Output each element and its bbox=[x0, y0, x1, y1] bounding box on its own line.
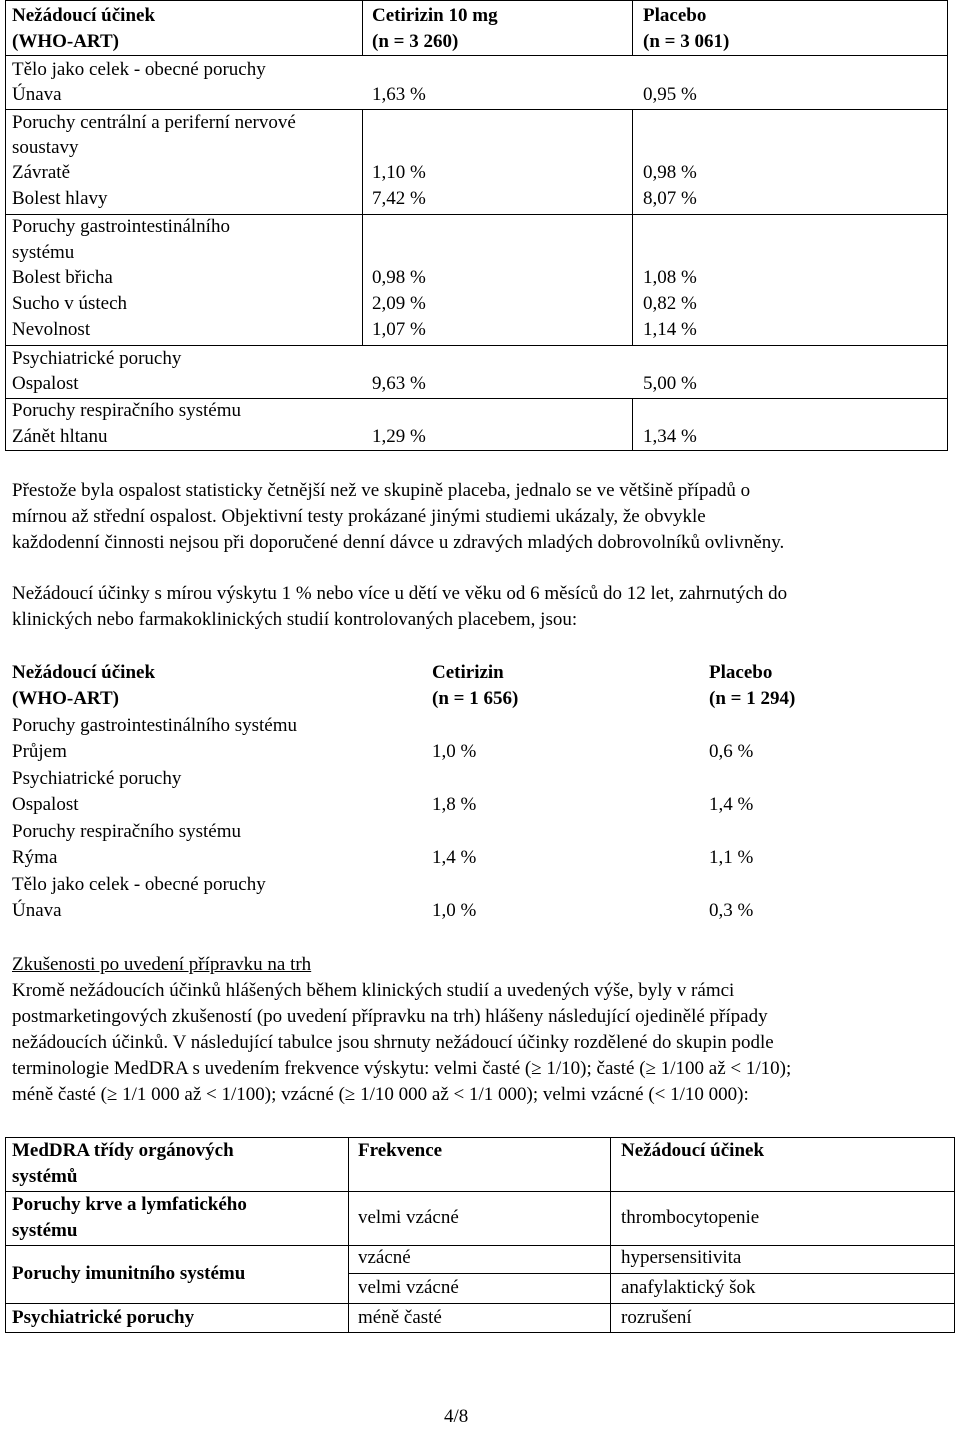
adverse-effect: hypersensitivita bbox=[621, 1247, 742, 1268]
frequency-value: méně časté bbox=[358, 1307, 442, 1328]
system-organ-class: systému bbox=[12, 1220, 78, 1241]
header-frequency: Frekvence bbox=[358, 1140, 443, 1161]
table-border bbox=[362, 214, 363, 345]
frequency-value: velmi vzácné bbox=[358, 1207, 459, 1228]
header-cetirizin-n: (n = 1 656) bbox=[432, 688, 519, 709]
cetirizin-value: 1,0 % bbox=[432, 900, 477, 921]
cetirizin-value: 2,09 % bbox=[372, 293, 426, 314]
placebo-value: 0,3 % bbox=[709, 900, 754, 921]
paragraph-line: Přestože byla ospalost statisticky četnější než ve skupině placeba, jednalo se ve většině případů o bbox=[12, 480, 751, 501]
system-organ-class: Psychiatrické poruchy bbox=[12, 1307, 195, 1328]
table-border bbox=[5, 450, 948, 451]
paragraph-line: Kromě nežádoucích účinků hlášených během klinických studií a uvedených výše, byly v rámci bbox=[12, 980, 735, 1001]
header-effect-sub: (WHO-ART) bbox=[12, 688, 119, 709]
placebo-value: 8,07 % bbox=[643, 188, 697, 209]
adverse-effect: Rýma bbox=[12, 847, 58, 868]
table-border bbox=[348, 1273, 955, 1274]
header-effect-sub: (WHO-ART) bbox=[12, 31, 119, 52]
paragraph-line: terminologie MedDRA s uvedením frekvence výskytu: velmi časté (≥ 1/10); časté (≥ 1/100 až < 1/10); bbox=[12, 1058, 792, 1079]
placebo-value: 1,34 % bbox=[643, 426, 697, 447]
adverse-effect: anafylaktický šok bbox=[621, 1277, 756, 1298]
cetirizin-value: 1,0 % bbox=[432, 741, 477, 762]
table-border bbox=[632, 214, 633, 345]
adverse-effect: Sucho v ústech bbox=[12, 293, 128, 314]
table-border bbox=[947, 0, 948, 451]
table-border bbox=[348, 1137, 349, 1333]
table-border bbox=[632, 109, 633, 214]
table-border bbox=[5, 0, 948, 1]
system-organ-class: Tělo jako celek - obecné poruchy bbox=[12, 59, 266, 80]
paragraph-line: mírnou až střední ospalost. Objektivní testy prokázané jinými studiemi ukázaly, že obvykle bbox=[12, 506, 706, 527]
placebo-value: 0,82 % bbox=[643, 293, 697, 314]
header-effect: Nežádoucí účinek bbox=[12, 5, 156, 26]
table-border bbox=[5, 55, 948, 56]
header-meddra-class: MedDRA třídy orgánových bbox=[12, 1140, 234, 1161]
paragraph-line: méně časté (≥ 1/1 000 až < 1/100); vzácné (≥ 1/10 000 až < 1/1 000); velmi vzácné (< 1/10 000): bbox=[12, 1084, 749, 1105]
adverse-effect: Únava bbox=[12, 84, 62, 105]
adverse-effect: Nevolnost bbox=[12, 319, 91, 340]
adverse-effect: Bolest břicha bbox=[12, 267, 113, 288]
adverse-effect: Ospalost bbox=[12, 794, 79, 815]
header-meddra-class: systémů bbox=[12, 1166, 78, 1187]
system-organ-class: Poruchy centrální a periferní nervové bbox=[12, 112, 296, 133]
paragraph-line: nežádoucích účinků. V následující tabulce jsou shrnuty nežádoucí účinky rozdělené do skupin podle bbox=[12, 1032, 774, 1053]
system-organ-class: Psychiatrické poruchy bbox=[12, 768, 182, 789]
system-organ-class: Poruchy gastrointestinálního systému bbox=[12, 715, 297, 736]
section-heading: Zkušenosti po uvedení přípravku na trh bbox=[12, 954, 312, 975]
header-cetirizin: Cetirizin bbox=[432, 662, 504, 683]
header-placebo: Placebo bbox=[643, 5, 707, 26]
table-border bbox=[610, 1137, 611, 1333]
cetirizin-value: 1,63 % bbox=[372, 84, 426, 105]
adverse-effect: Zánět hltanu bbox=[12, 426, 108, 447]
adverse-effect: rozrušení bbox=[621, 1307, 692, 1328]
table-border bbox=[5, 1303, 955, 1304]
placebo-value: 0,6 % bbox=[709, 741, 754, 762]
cetirizin-value: 1,10 % bbox=[372, 162, 426, 183]
header-adverse-effect: Nežádoucí účinek bbox=[621, 1140, 765, 1161]
cetirizin-value: 1,8 % bbox=[432, 794, 477, 815]
table-border bbox=[362, 109, 363, 214]
adverse-effect: Bolest hlavy bbox=[12, 188, 108, 209]
placebo-value: 1,08 % bbox=[643, 267, 697, 288]
adverse-effect: Únava bbox=[12, 900, 62, 921]
adverse-effect: Průjem bbox=[12, 741, 67, 762]
system-organ-class: Tělo jako celek - obecné poruchy bbox=[12, 874, 266, 895]
system-organ-class: soustavy bbox=[12, 137, 79, 158]
table-border bbox=[5, 0, 6, 451]
table-border bbox=[632, 0, 633, 55]
header-placebo-n: (n = 3 061) bbox=[643, 31, 730, 52]
frequency-value: velmi vzácné bbox=[358, 1277, 459, 1298]
cetirizin-value: 7,42 % bbox=[372, 188, 426, 209]
system-organ-class: Poruchy respiračního systému bbox=[12, 821, 242, 842]
cetirizin-value: 1,4 % bbox=[432, 847, 477, 868]
system-organ-class: systému bbox=[12, 242, 75, 263]
table-border bbox=[5, 1332, 955, 1333]
adverse-effect: Závratě bbox=[12, 162, 71, 183]
system-organ-class: Poruchy gastrointestinálního bbox=[12, 216, 230, 237]
table-border bbox=[362, 0, 363, 55]
frequency-value: vzácné bbox=[358, 1247, 411, 1268]
paragraph-line: každodenní činnosti nejsou při doporučené denní dávce u zdravých mladých dobrovolníků ovlivněny. bbox=[12, 532, 785, 553]
header-placebo: Placebo bbox=[709, 662, 773, 683]
header-placebo-n: (n = 1 294) bbox=[709, 688, 796, 709]
header-cetirizin-n: (n = 3 260) bbox=[372, 31, 459, 52]
table-border bbox=[632, 398, 633, 450]
placebo-value: 0,98 % bbox=[643, 162, 697, 183]
table-border bbox=[954, 1137, 955, 1333]
table-border bbox=[5, 1245, 955, 1246]
placebo-value: 1,14 % bbox=[643, 319, 697, 340]
system-organ-class: Poruchy imunitního systému bbox=[12, 1263, 246, 1284]
placebo-value: 1,1 % bbox=[709, 847, 754, 868]
cetirizin-value: 1,07 % bbox=[372, 319, 426, 340]
system-organ-class: Poruchy respiračního systému bbox=[12, 400, 242, 421]
paragraph-line: Nežádoucí účinky s mírou výskytu 1 % nebo více u dětí ve věku od 6 měsíců do 12 let, zahrnutých do bbox=[12, 583, 788, 604]
cetirizin-value: 9,63 % bbox=[372, 373, 426, 394]
system-organ-class: Psychiatrické poruchy bbox=[12, 348, 182, 369]
table-border bbox=[5, 1137, 6, 1333]
placebo-value: 0,95 % bbox=[643, 84, 697, 105]
cetirizin-value: 1,29 % bbox=[372, 426, 426, 447]
page-number: 4/8 bbox=[444, 1406, 469, 1427]
header-effect: Nežádoucí účinek bbox=[12, 662, 156, 683]
header-cetirizin: Cetirizin 10 mg bbox=[372, 5, 498, 26]
placebo-value: 5,00 % bbox=[643, 373, 697, 394]
placebo-value: 1,4 % bbox=[709, 794, 754, 815]
paragraph-line: klinických nebo farmakoklinických studií kontrolovaných placebem, jsou: bbox=[12, 609, 578, 630]
cetirizin-value: 0,98 % bbox=[372, 267, 426, 288]
system-organ-class: Poruchy krve a lymfatického bbox=[12, 1194, 247, 1215]
adverse-effect: thrombocytopenie bbox=[621, 1207, 760, 1228]
adverse-effect: Ospalost bbox=[12, 373, 79, 394]
paragraph-line: postmarketingových zkušeností (po uvedení přípravku na trh) hlášeny následující ojedinělé případy bbox=[12, 1006, 768, 1027]
